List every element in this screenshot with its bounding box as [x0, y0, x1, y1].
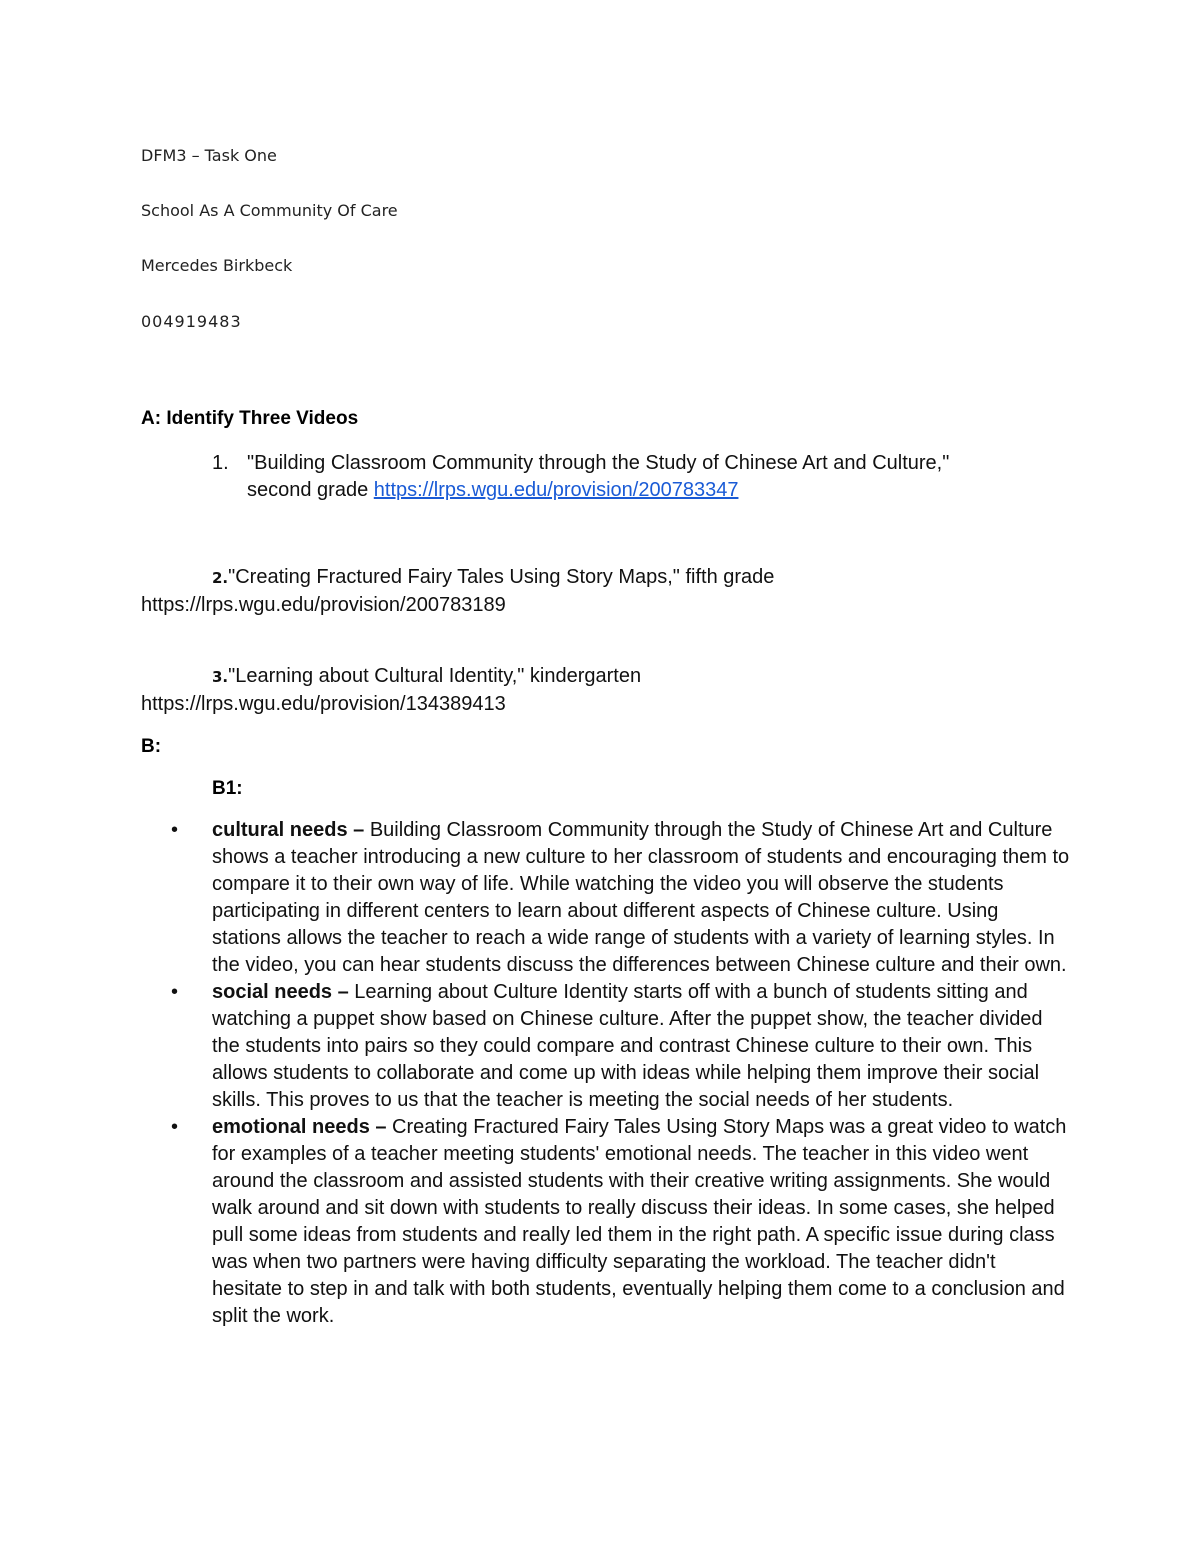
author-name: Mercedes Birkbeck	[141, 256, 293, 275]
section-b1-heading: B1:	[212, 778, 243, 799]
bullet-term: social needs –	[212, 981, 349, 1003]
video-item-1-grade: second grade	[247, 479, 374, 501]
video-item-1-line2	[247, 477, 738, 504]
bullet-term: cultural needs –	[212, 819, 365, 841]
video-item-1-number: 1.	[212, 452, 229, 474]
bullet-term: emotional needs –	[212, 1116, 387, 1138]
video-item-2-title: "Creating Fractured Fairy Tales Using Story Maps," fifth grade	[228, 566, 775, 588]
course-line: DFM3 – Task One	[141, 146, 277, 165]
paper-title: School As A Community Of Care	[141, 201, 398, 220]
needs-bullet-list	[171, 817, 1071, 1330]
bullet-icon: •	[171, 819, 179, 841]
video-item-2	[212, 564, 774, 592]
list-item	[171, 817, 1071, 979]
bullet-icon: •	[171, 981, 179, 1003]
list-item	[171, 979, 1071, 1114]
section-b-heading: B:	[141, 736, 162, 757]
video-item-3-title: "Learning about Cultural Identity," kindergarten	[228, 665, 642, 687]
video-item-2-url: https://lrps.wgu.edu/provision/200783189	[141, 594, 506, 616]
video-item-2-number: 2.	[212, 569, 229, 587]
bullet-text: Learning about Culture Identity starts off with a bunch of students sitting and watching a puppet show based on Chinese culture. After the puppet show, the teacher divided the students into pairs so they could compare and contrast Chinese culture to their own. This allows students to collaborate and come up with ideas while helping them improve their social skills. This proves to us that the teacher is meeting the social needs of her students.	[212, 981, 1043, 1111]
video-item-1-title: "Building Classroom Community through the Study of Chinese Art and Culture,"	[247, 452, 950, 474]
video-item-3-url: https://lrps.wgu.edu/provision/134389413	[141, 693, 506, 715]
bullet-text: Building Classroom Community through the Study of Chinese Art and Culture shows a teacher introducing a new culture to her classroom of students and encouraging them to compare it to their own way of life. While watching the video you will observe the students participating in different centers to learn about different aspects of Chinese culture. Using stations allows the teacher to reach a wide range of students with a variety of learning styles. In the video, you can hear students discuss the differences between Chinese culture and their own.	[212, 819, 1070, 976]
bullet-text: Creating Fractured Fairy Tales Using Story Maps was a great video to watch for examples of a teacher meeting students' emotional needs. The teacher in this video went around the classroom and assisted students with their creative writing assignments. She would walk around and sit down with students to really discuss their ideas. In some cases, she helped pull some ideas from students and really led them in the right path. A specific issue during class was when two partners were having difficulty separating the workload. The teacher didn't hesitate to step in and talk with both students, eventually helping them come to a conclusion and split the work.	[212, 1116, 1067, 1327]
video-item-3	[212, 663, 641, 691]
video-item-1-link[interactable]: https://lrps.wgu.edu/provision/200783347	[373, 479, 739, 501]
list-item	[171, 1114, 1071, 1330]
video-item-3-number: 3.	[212, 668, 229, 686]
section-a-heading: A: Identify Three Videos	[141, 408, 359, 429]
student-id: 004919483	[141, 312, 242, 331]
bullet-icon: •	[171, 1116, 179, 1138]
